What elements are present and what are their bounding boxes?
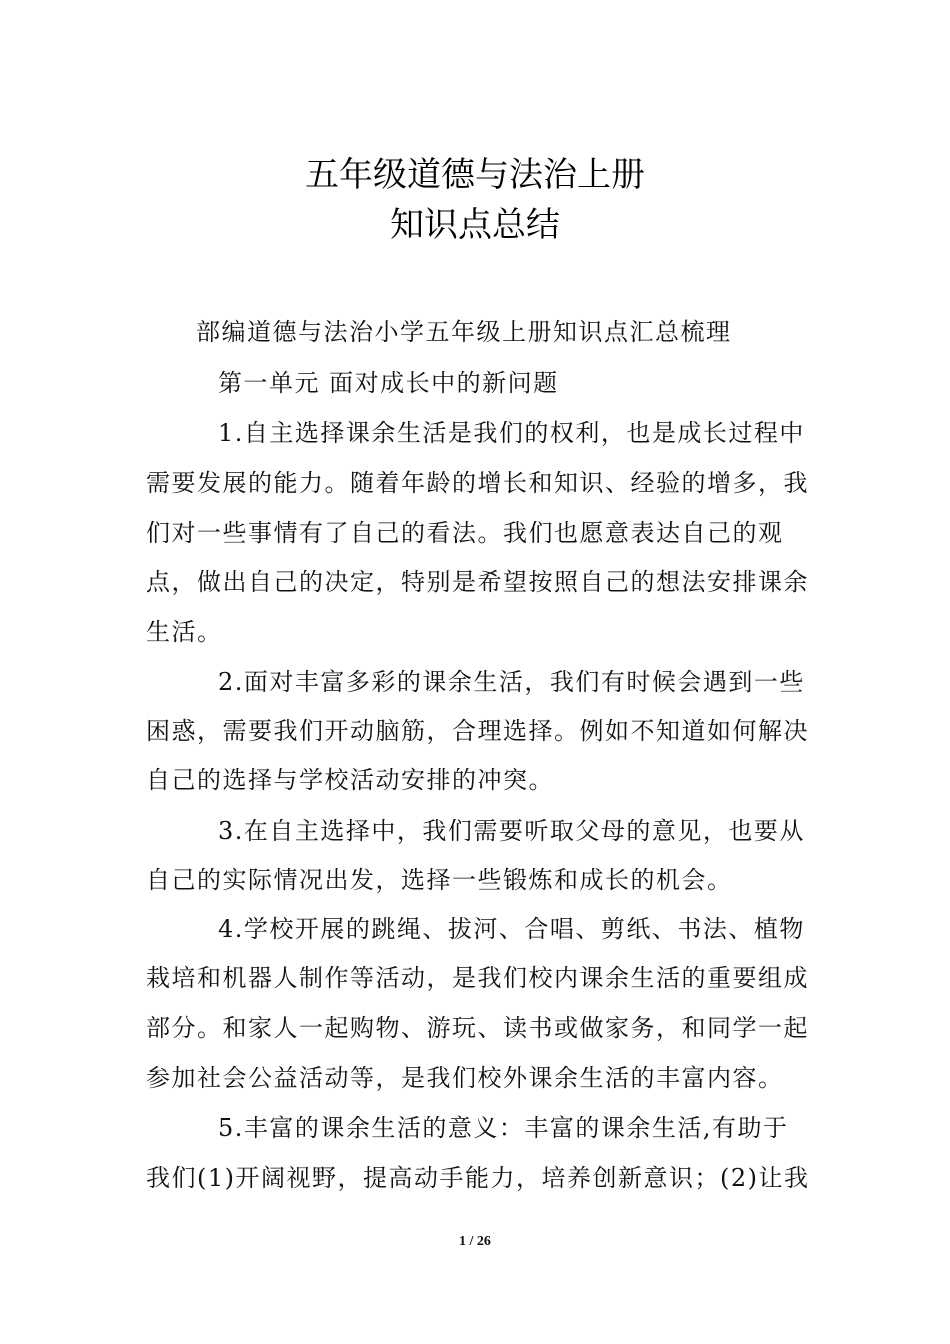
paragraph-line: 2.面对丰富多彩的课余生活，我们有时候会遇到一些 — [218, 668, 805, 696]
paragraph-line: 3.在自主选择中，我们需要听取父母的意见，也要从 — [218, 817, 805, 845]
paragraph-line: 我们(1)开阔视野，提高动手能力，培养创新意识；(2)让我 — [146, 1164, 810, 1192]
paragraph-line: 5.丰富的课余生活的意义：丰富的课余生活,有助于 — [218, 1114, 789, 1142]
paragraph-line: 需要发展的能力。随着年龄的增长和知识、经验的增多，我 — [146, 469, 809, 497]
paragraph-line: 1.自主选择课余生活是我们的权利，也是成长过程中 — [218, 419, 805, 447]
paragraph-line: 点，做出自己的决定，特别是希望按照自己的想法安排课余 — [146, 568, 809, 596]
paragraph-line: 参加社会公益活动等，是我们校外课余生活的丰富内容。 — [146, 1064, 784, 1092]
document-title-line-2: 知识点总结 — [390, 205, 560, 245]
paragraph-line: 生活。 — [146, 618, 223, 646]
paragraph-line: 4.学校开展的跳绳、拔河、合唱、剪纸、书法、植物 — [218, 915, 805, 943]
paragraph-line: 们对一些事情有了自己的看法。我们也愿意表达自己的观 — [146, 519, 784, 547]
unit-heading: 第一单元 面对成长中的新问题 — [218, 369, 559, 397]
paragraph-line: 自己的实际情况出发，选择一些锻炼和成长的机会。 — [146, 866, 733, 894]
paragraph-line: 栽培和机器人制作等活动，是我们校内课余生活的重要组成 — [146, 964, 809, 992]
paragraph-line: 自己的选择与学校活动安排的冲突。 — [146, 766, 554, 794]
page-number: 1 / 26 — [459, 1234, 491, 1249]
paragraph-line: 困惑，需要我们开动脑筋，合理选择。例如不知道如何解决 — [146, 717, 809, 745]
paragraph-line: 部分。和家人一起购物、游玩、读书或做家务，和同学一起 — [146, 1014, 809, 1042]
document-title-line-1: 五年级道德与法治上册 — [305, 155, 645, 195]
document-subtitle: 部编道德与法治小学五年级上册知识点汇总梳理 — [196, 318, 732, 346]
